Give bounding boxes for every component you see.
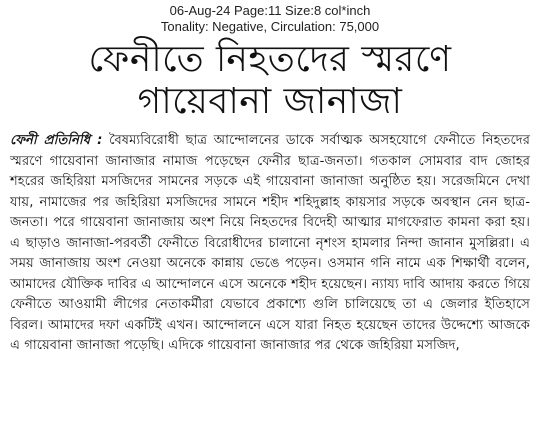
article-body-text: বৈষম্যবিরোধী ছাত্র আন্দোলনের ডাকে সর্বাত্মক অসহযোগে ফেনীতে নিহতদের স্মরণে গায়েবানা জানাজার নামাজ পড়েছেন ফেনীর ছাত্র-জনতা। গতকাল সোমবার বাদ জোহর শহরের জহিরিয়া মসজিদের সামনের সড়কে এই গায়েবানা জানাজা অনুষ্ঠিত হয়। সরেজমিনে দেখা যায়, নামাজের পর জহিরিয়া মসজিদের সামনে শহীদ শহিদুল্লাহ কায়সার সড়কে অবস্থান নেন ছাত্র-জনতা। পরে গায়েবানা জানাজায় অংশ নিয়ে নিহতদের বিদেহী আত্মার মাগফেরাত কামনা করা হয়। এ ছাড়াও জানাজা-পরবর্তী ফেনীতে বিরোধীদের চালানো নৃশংস হামলার নিন্দা জানান মুসল্লিরা। এ সময় জানাজায় অংশ নেওয়া অনেকে কান্নায় ভেঙে পড়েন। ওসমান গনি নামে এক শিক্ষার্থী বলেন, আমাদের যৌক্তিক দাবির এ আন্দোলনে এসে অনেকে শহীদ হয়েছেন। ন্যায্য দাবি আদায় করতে গিয়ে ফেনীতে আওয়ামী লীগের নেতাকর্মীরা যেভাবে প্রকাশ্যে গুলি চালিয়েছে তা এ জেলার ইতিহাসে বিরল। আমাদের দফা একটিই এখন। আন্দোলনে এসে যারা নিহত হয়েছেন তাদের উদ্দেশ্যে আজকে এ গায়েবানা জানাজা পড়েছি। এদিকে গায়েবানা জানাজার পর থেকে জহিরিয়া মসজিদ, xyxy=(10,133,530,353)
headline-line-1: ফেনীতে নিহতদের স্মরণে xyxy=(88,39,452,80)
clipping-tonality-circulation: Tonality: Negative, Circulation: 75,000 xyxy=(160,19,380,34)
article-body xyxy=(10,131,530,357)
clipping-meta xyxy=(0,0,540,35)
article-byline: ফেনী প্রতিনিধি : xyxy=(10,133,103,148)
article-headline xyxy=(0,39,540,123)
clipping-date-page-size: 06-Aug-24 Page:11 Size:8 col*inch xyxy=(169,3,371,18)
headline-line-2: গায়েবানা জানাজা xyxy=(137,81,403,122)
